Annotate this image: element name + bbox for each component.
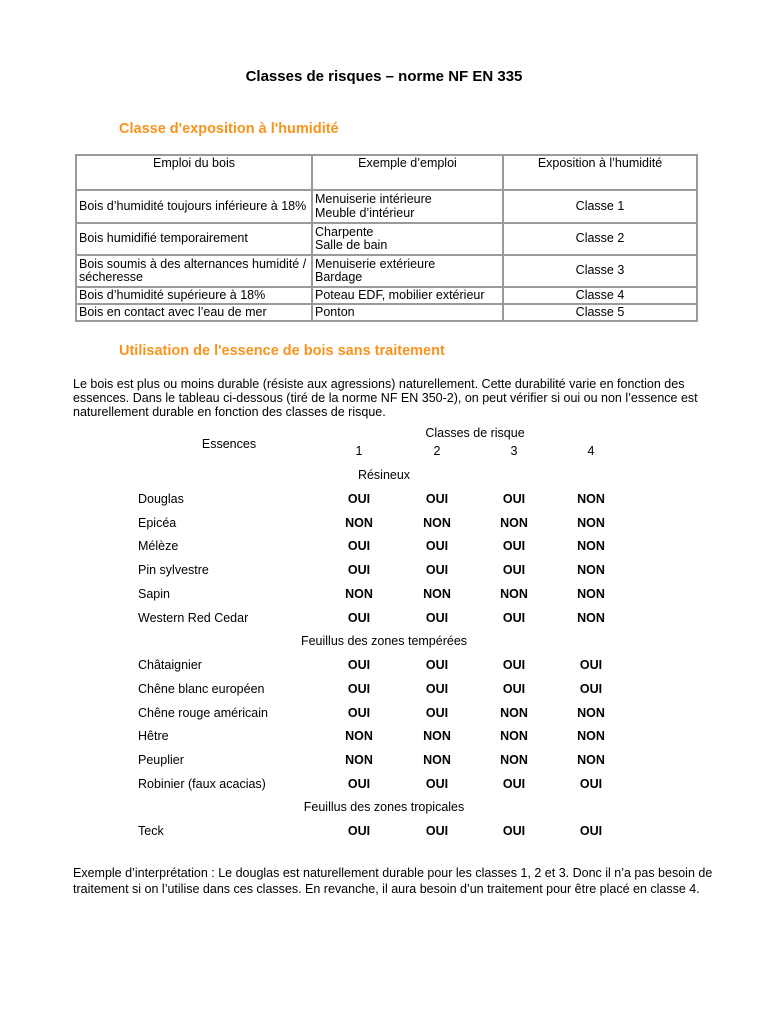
durability-value: OUI xyxy=(425,705,449,720)
durability-value: NON xyxy=(500,705,528,720)
essence-name: Chêne rouge américain xyxy=(138,705,268,720)
essence-name: Hêtre xyxy=(138,729,169,744)
cell-classe: Classe 1 xyxy=(503,190,697,223)
durability-value: NON xyxy=(577,563,605,578)
durability-value: OUI xyxy=(425,776,449,791)
cell-exemple: Charpente Salle de bain xyxy=(312,223,503,255)
header-emploi: Emploi du bois xyxy=(76,155,312,190)
durability-value: NON xyxy=(500,753,528,767)
durability-value: OUI xyxy=(502,824,526,839)
essence-name: Sapin xyxy=(138,586,170,601)
durability-value: NON xyxy=(577,539,605,554)
durability-value: NON xyxy=(500,515,528,530)
durability-value: OUI xyxy=(425,610,449,625)
group-label: Feuillus des zones tropicales xyxy=(303,800,465,815)
document-title: Classes de risques – norme NF EN 335 xyxy=(245,68,523,85)
essence-name: Châtaignier xyxy=(138,658,202,673)
durability-value: OUI xyxy=(347,492,371,506)
durability-value: OUI xyxy=(502,776,526,791)
durability-value: OUI xyxy=(425,492,449,506)
durability-value: NON xyxy=(345,586,373,601)
intro-paragraph: Le bois est plus ou moins durable (résiste aux agressions) naturellement. Cette durabilité varie en fonction des essences. Dans le tableau ci-dessous (tiré de la norme NF EN 350-2), on peut vérifier si oui ou non l’essence est naturellement durable en fonction des classes de risque. xyxy=(73,377,698,419)
durability-value: OUI xyxy=(425,539,449,554)
header-exemple: Exemple d’emploi xyxy=(312,155,503,190)
durability-value: OUI xyxy=(502,539,526,554)
durability-value: OUI xyxy=(347,681,371,696)
durability-value: NON xyxy=(577,586,605,601)
essence-name: Peuplier xyxy=(138,753,184,767)
essence-name: Pin sylvestre xyxy=(138,563,209,578)
cell-exemple: Menuiserie intérieure Meuble d’intérieur xyxy=(312,190,503,223)
durability-value: OUI xyxy=(425,563,449,578)
essence-name: Mélèze xyxy=(138,539,179,554)
class-number-4: 4 xyxy=(587,444,595,458)
section-heading-exposition: Classe d'exposition à l'humidité xyxy=(119,121,339,137)
durability-value: NON xyxy=(423,586,451,601)
durability-value: NON xyxy=(345,753,373,767)
durability-value: NON xyxy=(577,515,605,530)
interpretation-note: Exemple d’interprétation : Le douglas est naturellement durable pour les classes 1, 2 et 3. Donc il n’a pas besoin de traitement si on l’utilise dans ces classes. En revanche, il aura besoin d’un traitement pour être placé en classe 4. xyxy=(73,866,713,896)
cell-classe: Classe 5 xyxy=(503,304,697,321)
durability-value: OUI xyxy=(347,705,371,720)
cell-emploi: Bois soumis à des alternances humidité / sécheresse xyxy=(76,255,312,287)
durability-value: NON xyxy=(577,610,605,625)
durability-value: OUI xyxy=(579,658,603,673)
classes-header: Classes de risque xyxy=(425,426,525,440)
durability-value: OUI xyxy=(347,658,371,673)
essence-name: Epicéa xyxy=(138,515,177,530)
class-number-3: 3 xyxy=(510,444,518,458)
durability-value: NON xyxy=(577,753,605,767)
durability-value: NON xyxy=(577,729,605,744)
durability-value: NON xyxy=(577,705,605,720)
cell-exemple: Menuiserie extérieure Bardage xyxy=(312,255,503,287)
durability-value: OUI xyxy=(347,610,371,625)
cell-classe: Classe 2 xyxy=(503,223,697,255)
durability-value: NON xyxy=(500,729,528,744)
durability-value: OUI xyxy=(425,681,449,696)
cell-exemple: Poteau EDF, mobilier extérieur xyxy=(312,287,503,304)
durability-value: OUI xyxy=(502,681,526,696)
essence-name: Chêne blanc européen xyxy=(138,681,265,696)
durability-value: OUI xyxy=(425,658,449,673)
class-number-1: 1 xyxy=(355,444,363,458)
header-exposition: Exposition à l’humidité xyxy=(503,155,697,190)
cell-emploi: Bois en contact avec l’eau de mer xyxy=(76,304,312,321)
group-label: Résineux xyxy=(357,468,411,482)
durability-value: NON xyxy=(423,753,451,767)
cell-emploi: Bois humidifié temporairement xyxy=(76,223,312,255)
essence-name: Teck xyxy=(138,824,164,839)
essence-name: Robinier (faux acacias) xyxy=(138,776,266,791)
durability-value: OUI xyxy=(347,563,371,578)
essence-name: Western Red Cedar xyxy=(138,610,249,625)
durability-value: OUI xyxy=(502,563,526,578)
durability-value: OUI xyxy=(579,681,603,696)
cell-emploi: Bois d’humidité toujours inférieure à 18% xyxy=(76,190,312,223)
durability-value: OUI xyxy=(502,492,526,506)
durability-value: OUI xyxy=(502,610,526,625)
durability-value: NON xyxy=(345,729,373,744)
essences-header: Essences xyxy=(201,437,257,451)
cell-exemple: Ponton xyxy=(312,304,503,321)
durability-value: OUI xyxy=(425,824,449,839)
cell-emploi: Bois d’humidité supérieure à 18% xyxy=(76,287,312,304)
durability-value: OUI xyxy=(347,539,371,554)
durability-value: NON xyxy=(423,515,451,530)
durability-value: OUI xyxy=(502,658,526,673)
cell-classe: Classe 3 xyxy=(503,255,697,287)
cell-classe: Classe 4 xyxy=(503,287,697,304)
group-label: Feuillus des zones tempérées xyxy=(300,634,468,649)
durability-value: NON xyxy=(423,729,451,744)
durability-value: OUI xyxy=(579,776,603,791)
class-number-2: 2 xyxy=(433,444,441,458)
durability-value: OUI xyxy=(347,824,371,839)
durability-value: OUI xyxy=(347,776,371,791)
durability-value: OUI xyxy=(579,824,603,839)
durability-value: NON xyxy=(500,586,528,601)
durability-value: NON xyxy=(345,515,373,530)
essence-name: Douglas xyxy=(138,492,184,506)
durability-value: NON xyxy=(577,492,605,506)
section-heading-essences: Utilisation de l'essence de bois sans traitement xyxy=(119,343,445,359)
